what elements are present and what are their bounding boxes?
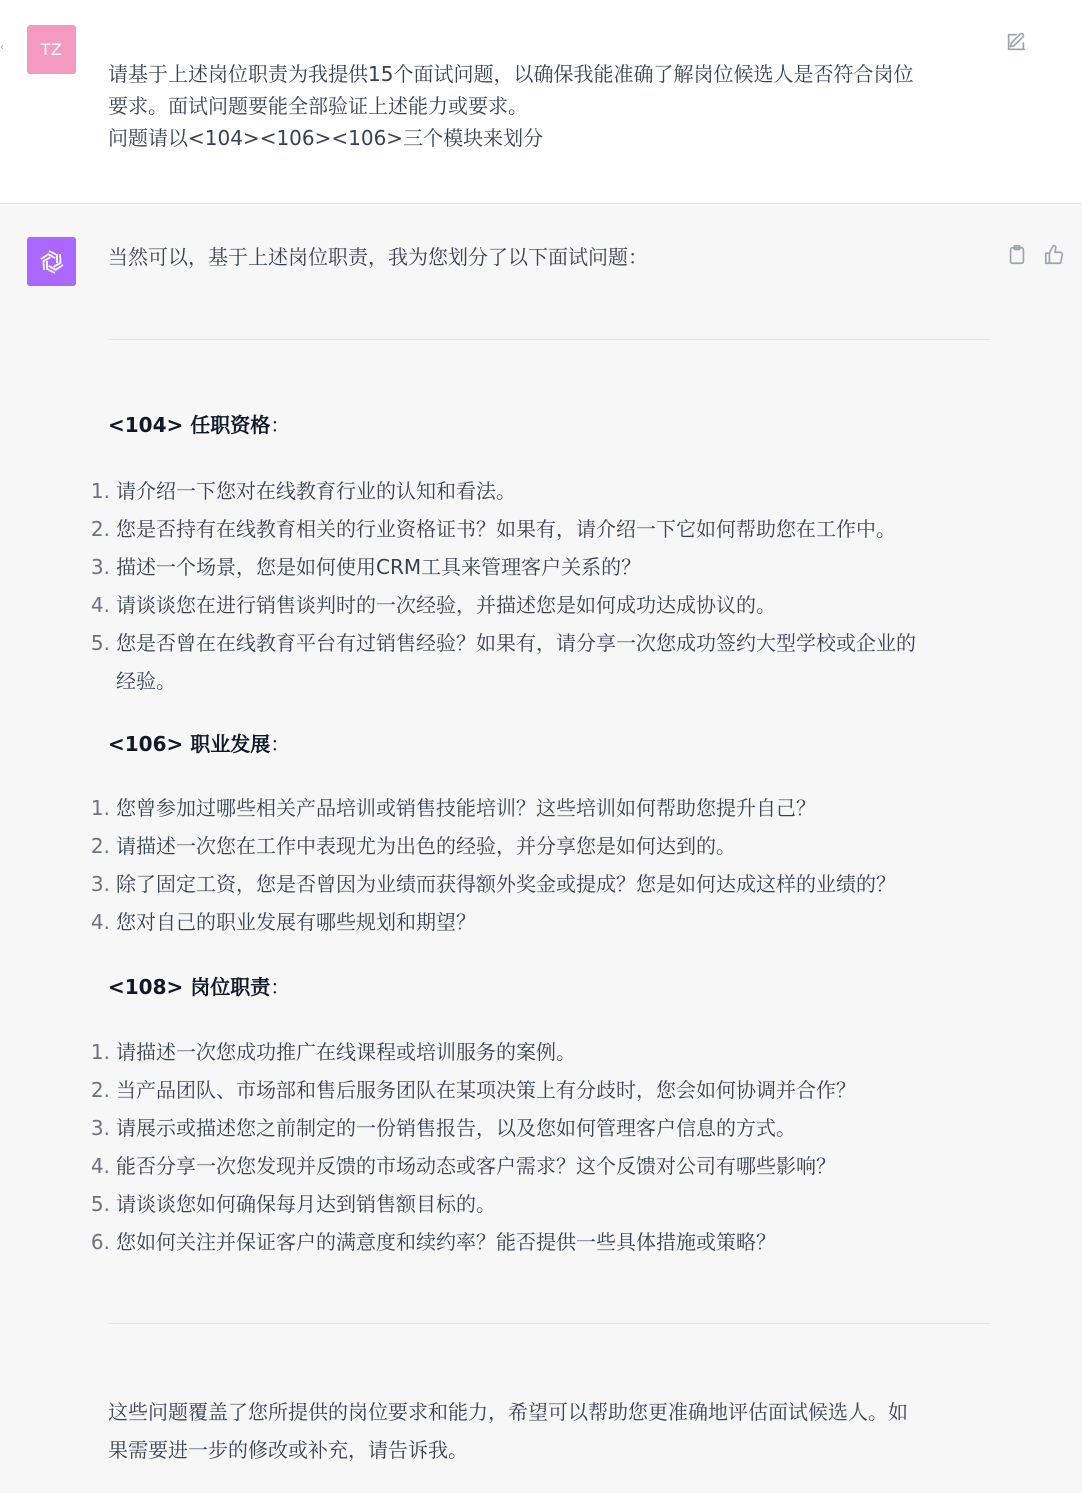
list-item	[84, 827, 994, 865]
openai-logo-icon	[27, 237, 76, 286]
list-number: 1.	[90, 796, 110, 820]
list-item	[84, 548, 994, 586]
question-text: 您对自己的职业发展有哪些规划和期望？	[116, 910, 476, 934]
question-text: 您是否持有在线教育相关的行业资格证书？如果有，请介绍一下它如何帮助您在工作中。	[116, 517, 896, 541]
user-avatar	[27, 25, 76, 74]
list-number: 1.	[90, 1040, 110, 1064]
user-message-line: 请基于上述岗位职责为我提供15个面试问题，以确保我能准确了解岗位候选人是否符合岗位	[108, 62, 914, 86]
question-text: 请展示或描述您之前制定的一份销售报告，以及您如何管理客户信息的方式。	[116, 1116, 796, 1140]
user-message-line: 要求。面试问题要能全部验证上述能力或要求。	[108, 94, 528, 118]
question-text: 您如何关注并保证客户的满意度和续约率？能否提供一些具体措施或策略？	[116, 1230, 776, 1254]
assistant-outro	[108, 1393, 988, 1469]
section-title-suffix: ：	[270, 975, 291, 999]
list-number: 2.	[90, 517, 110, 541]
list-item	[84, 624, 994, 662]
question-list-career	[84, 789, 994, 941]
section-title-responsibilities	[108, 971, 290, 1003]
list-number: 3.	[90, 555, 110, 579]
section-title-bold: <106> 职业发展	[108, 732, 271, 756]
user-message-line: 问题请以<104><106><106>三个模块来划分	[108, 126, 544, 150]
list-item	[84, 1033, 994, 1071]
user-avatar-initials: TZ	[40, 40, 63, 59]
question-list-qualifications	[84, 472, 994, 700]
section-title-suffix: ：	[270, 732, 291, 756]
list-number: 3.	[90, 872, 110, 896]
list-number: 4.	[90, 910, 110, 934]
list-item	[84, 1147, 994, 1185]
list-item	[84, 1071, 994, 1109]
user-message	[0, 0, 1082, 204]
clipboard-icon[interactable]	[1006, 244, 1028, 266]
question-text: 您曾参加过哪些相关产品培训或销售技能培训？这些培训如何帮助您提升自己？	[116, 796, 816, 820]
list-item	[84, 472, 994, 510]
list-number: 4.	[90, 593, 110, 617]
section-title-bold: <104> 任职资格	[108, 413, 271, 437]
list-number: 4.	[90, 1154, 110, 1178]
assistant-message	[0, 204, 1082, 1493]
question-text: 请谈谈您在进行销售谈判时的一次经验，并描述您是如何成功达成协议的。	[116, 593, 776, 617]
question-text: 除了固定工资，您是否曾因为业绩而获得额外奖金或提成？您是如何达成这样的业绩的？	[116, 872, 896, 896]
list-item	[84, 903, 994, 941]
list-number: 2.	[90, 1078, 110, 1102]
list-number: 2.	[90, 834, 110, 858]
list-number: 6.	[90, 1230, 110, 1254]
list-item	[84, 1109, 994, 1147]
question-text: 请介绍一下您对在线教育行业的认知和看法。	[116, 479, 516, 503]
question-text-continued: 经验。	[116, 669, 176, 693]
section-title-suffix: ：	[270, 413, 291, 437]
assistant-intro: 当然可以，基于上述岗位职责，我为您划分了以下面试问题：	[108, 245, 648, 269]
question-text: 您是否曾在在线教育平台有过销售经验？如果有，请分享一次您成功签约大型学校或企业的	[116, 631, 916, 655]
outro-line: 果需要进一步的修改或补充，请告诉我。	[108, 1438, 468, 1462]
question-text: 能否分享一次您发现并反馈的市场动态或客户需求？这个反馈对公司有哪些影响？	[116, 1154, 836, 1178]
section-title-qualifications	[108, 409, 290, 441]
section-title-bold: <108> 岗位职责	[108, 975, 271, 999]
edit-icon[interactable]	[1005, 31, 1027, 53]
question-text: 当产品团队、市场部和售后服务团队在某项决策上有分歧时，您会如何协调并合作？	[116, 1078, 856, 1102]
list-item	[84, 1185, 994, 1223]
list-number: 5.	[90, 1192, 110, 1216]
thumbs-up-icon[interactable]	[1043, 244, 1065, 266]
list-item	[84, 1223, 994, 1261]
question-text: 请描述一次您成功推广在线课程或培训服务的案例。	[116, 1040, 576, 1064]
chevron-left-icon[interactable]: ‹	[0, 42, 4, 53]
question-text: 描述一个场景，您是如何使用CRM工具来管理客户关系的？	[116, 555, 642, 579]
divider	[108, 339, 990, 340]
list-number: 5.	[90, 631, 110, 655]
list-number: 1.	[90, 479, 110, 503]
list-item	[84, 865, 994, 903]
list-item	[84, 510, 994, 548]
list-item	[84, 586, 994, 624]
question-text: 请描述一次您在工作中表现尤为出色的经验，并分享您是如何达到的。	[116, 834, 736, 858]
question-text: 请谈谈您如何确保每月达到销售额目标的。	[116, 1192, 496, 1216]
list-item-continuation	[84, 662, 994, 700]
section-title-career	[108, 728, 290, 760]
question-list-responsibilities	[84, 1033, 994, 1261]
list-number: 3.	[90, 1116, 110, 1140]
outro-line: 这些问题覆盖了您所提供的岗位要求和能力，希望可以帮助您更准确地评估面试候选人。如	[108, 1400, 908, 1424]
list-item	[84, 789, 994, 827]
divider	[108, 1323, 990, 1324]
user-message-text	[108, 58, 998, 154]
